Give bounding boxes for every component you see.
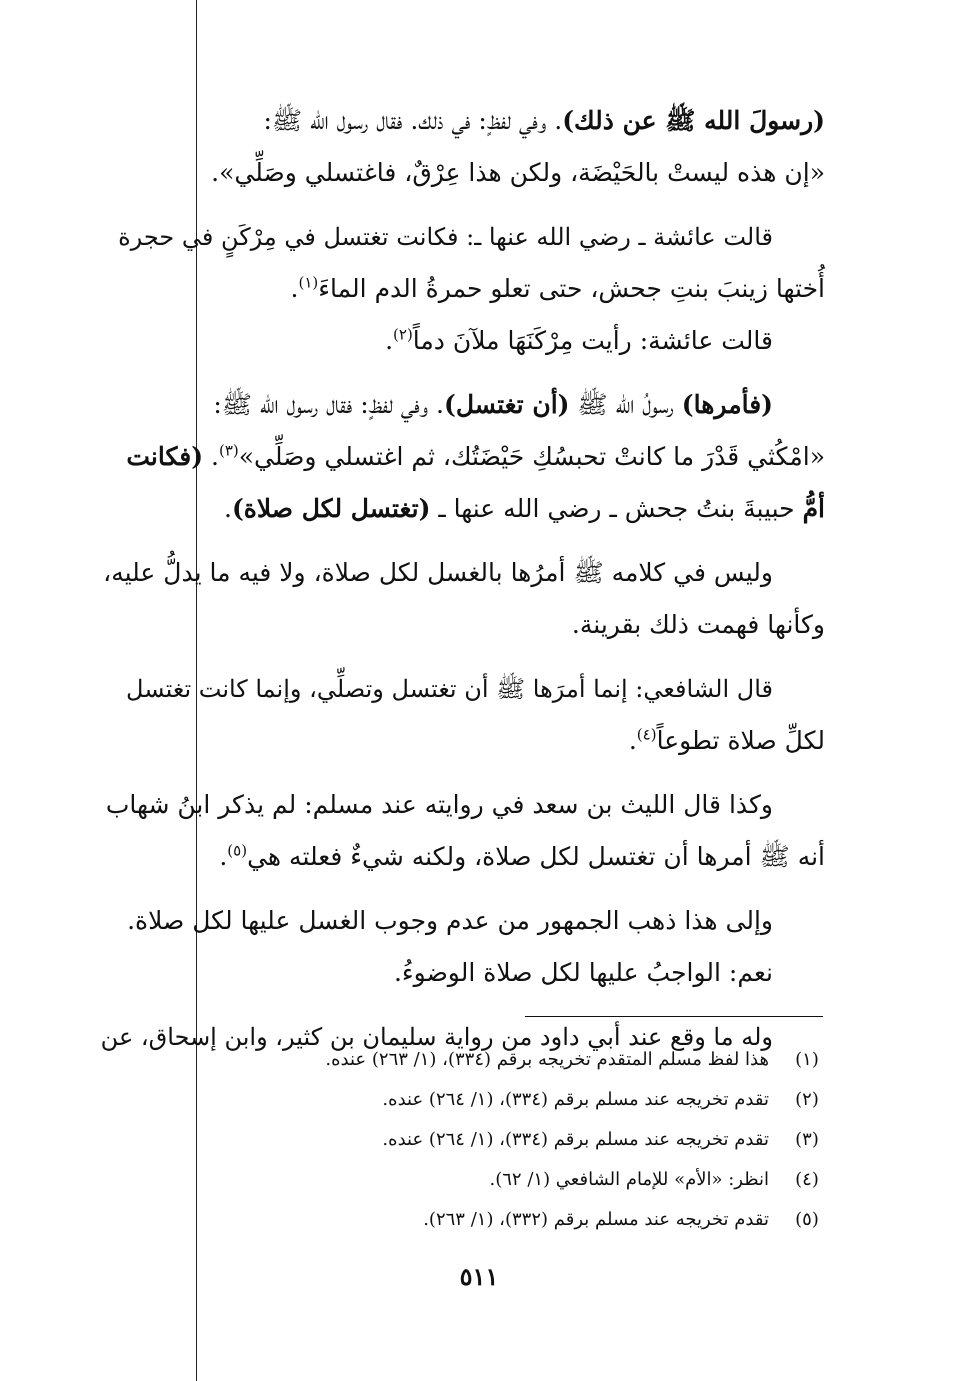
text-run: وكأنها فهمت ذلك بقرينة.	[571, 610, 825, 639]
text-run: لكلِّ صلاة تطوعاً	[656, 726, 825, 755]
footnote-number: (٣)	[795, 1129, 819, 1150]
footnote-number: (٥)	[795, 1209, 819, 1230]
text-run: .	[290, 274, 299, 303]
text-line	[100, 431, 825, 483]
page-number: ٥١١	[459, 1262, 499, 1291]
text-run: وله ما وقع عند أبي داود من رواية سليمان بن كثير، وابن إسحاق، عن	[100, 1023, 773, 1051]
text-run: .	[385, 326, 394, 355]
text-line	[100, 211, 825, 263]
footnote-ref: (٤)	[636, 725, 657, 744]
text-run: (تغتسل لكل صلاة)	[231, 494, 431, 523]
text-run: وليس في كلامه ﷺ أمرُها بالغسل لكل صلاة، ولا فيه ما يدلُّ عليه،	[103, 558, 773, 587]
text-run: قالت عائشة ـ رضي الله عنها ـ: فكانت تغتسل في مِرْكَنٍ في حجرة	[118, 223, 773, 251]
text-run: رسولُ الله ﷺ	[569, 390, 682, 419]
text-run: .	[223, 494, 232, 523]
text-run: قال الشافعي: إنما أمرَها ﷺ أن تغتسل وتصلِّي، وإنما كانت تغتسل	[126, 675, 773, 703]
text-run: .	[203, 442, 219, 471]
text-run: نعم: الواجبُ عليها لكل صلاة الوضوءُ.	[393, 958, 773, 987]
footnote-text: هذا لفظ مسلم المتقدم تخريجه برقم (٣٣٤)، (١/ ٢٦٣) عنده.	[325, 1049, 769, 1070]
paragraph	[100, 379, 825, 535]
text-line	[100, 831, 825, 883]
text-run: أنه ﷺ أمرها أن تغتسل لكل صلاة، ولكنه شيءٌ فعلته هي	[247, 842, 825, 871]
footnote-ref: (٢)	[393, 325, 413, 344]
text-line	[100, 547, 825, 599]
footnote	[223, 1040, 823, 1080]
footnote-number: (٢)	[795, 1089, 819, 1110]
text-run: .	[628, 726, 637, 755]
text-run: (أن تغتسل)	[444, 390, 570, 419]
text-line	[100, 483, 825, 535]
paragraph	[100, 779, 825, 883]
footnotes	[223, 1040, 823, 1240]
footnote-text: تقدم تخريجه عند مسلم برقم (٣٣٤)، (١/ ٢٦٤) عنده.	[382, 1129, 769, 1150]
text-line	[100, 315, 825, 367]
main-text	[100, 95, 825, 1075]
footnote-text: تقدم تخريجه عند مسلم برقم (٣٣٤)، (١/ ٢٦٤) عنده.	[382, 1089, 769, 1110]
text-run: «امْكُثي قَدْرَ ما كانتْ تحبسُكِ حَيْضَتُك، ثم اغتسلي وصَلِّي»	[238, 442, 825, 471]
text-line	[100, 895, 825, 947]
text-run: (رسولَ الله ﷺ عن ذلك)	[562, 106, 825, 135]
text-run: أمُّ	[802, 494, 825, 523]
text-run: وإلى هذا ذهب الجمهور من عدم وجوب الغسل عليها لكل صلاة.	[127, 906, 773, 935]
text-line	[100, 947, 825, 999]
footnote	[223, 1200, 823, 1240]
footnote-number: (١)	[795, 1049, 819, 1070]
text-line	[100, 147, 825, 199]
text-line	[100, 263, 825, 315]
paragraph	[100, 547, 825, 651]
paragraph	[100, 211, 825, 367]
paragraph	[100, 895, 825, 999]
text-run: أُختها زينبَ بنتِ جحش، حتى تعلو حمرةُ الدم الماءَ	[318, 274, 825, 303]
text-line	[100, 599, 825, 651]
footnote-ref: (٣)	[218, 441, 239, 460]
footnote-separator	[525, 1016, 823, 1017]
footnote-text: تقدم تخريجه عند مسلم برقم (٣٣٢)، (١/ ٢٦٣).	[423, 1209, 769, 1230]
footnote-ref: (٥)	[227, 841, 248, 860]
text-line	[100, 379, 825, 431]
text-line	[100, 715, 825, 767]
text-run: (فكانت	[126, 442, 204, 471]
text-run: «إن هذه ليستْ بالحَيْضَة، ولكن هذا عِرْقٌ، فاغتسلي وصَلِّي».	[211, 158, 825, 187]
text-line	[100, 663, 825, 715]
footnote	[223, 1120, 823, 1160]
footnote	[223, 1080, 823, 1120]
footnote-number: (٤)	[795, 1169, 819, 1190]
text-run: . وفي لفظٍ: في ذلك. فقال رسول الله ﷺ:	[263, 106, 563, 135]
footnote-text: انظر: «الأم» للإمام الشافعي (١/ ٦٢).	[489, 1169, 769, 1190]
paragraph	[100, 663, 825, 767]
footnote-ref: (١)	[298, 273, 319, 292]
text-line	[100, 95, 825, 147]
paragraph	[100, 95, 825, 199]
text-run: .	[219, 842, 228, 871]
text-run: (فأمرها)	[681, 390, 773, 419]
text-line	[100, 779, 825, 831]
text-run: حبيبةَ بنتُ جحش ـ رضي الله عنها ـ	[430, 494, 803, 523]
text-run: . وفي لفظٍ: فقال رسول الله ﷺ:	[213, 390, 445, 419]
text-run: وكذا قال الليث بن سعد في روايته عند مسلم: لم يذكر ابنُ شهاب	[105, 790, 773, 819]
footnote	[223, 1160, 823, 1200]
text-run: قالت عائشة: رأيت مِرْكَنَهَا ملآنَ دماً	[412, 326, 773, 355]
